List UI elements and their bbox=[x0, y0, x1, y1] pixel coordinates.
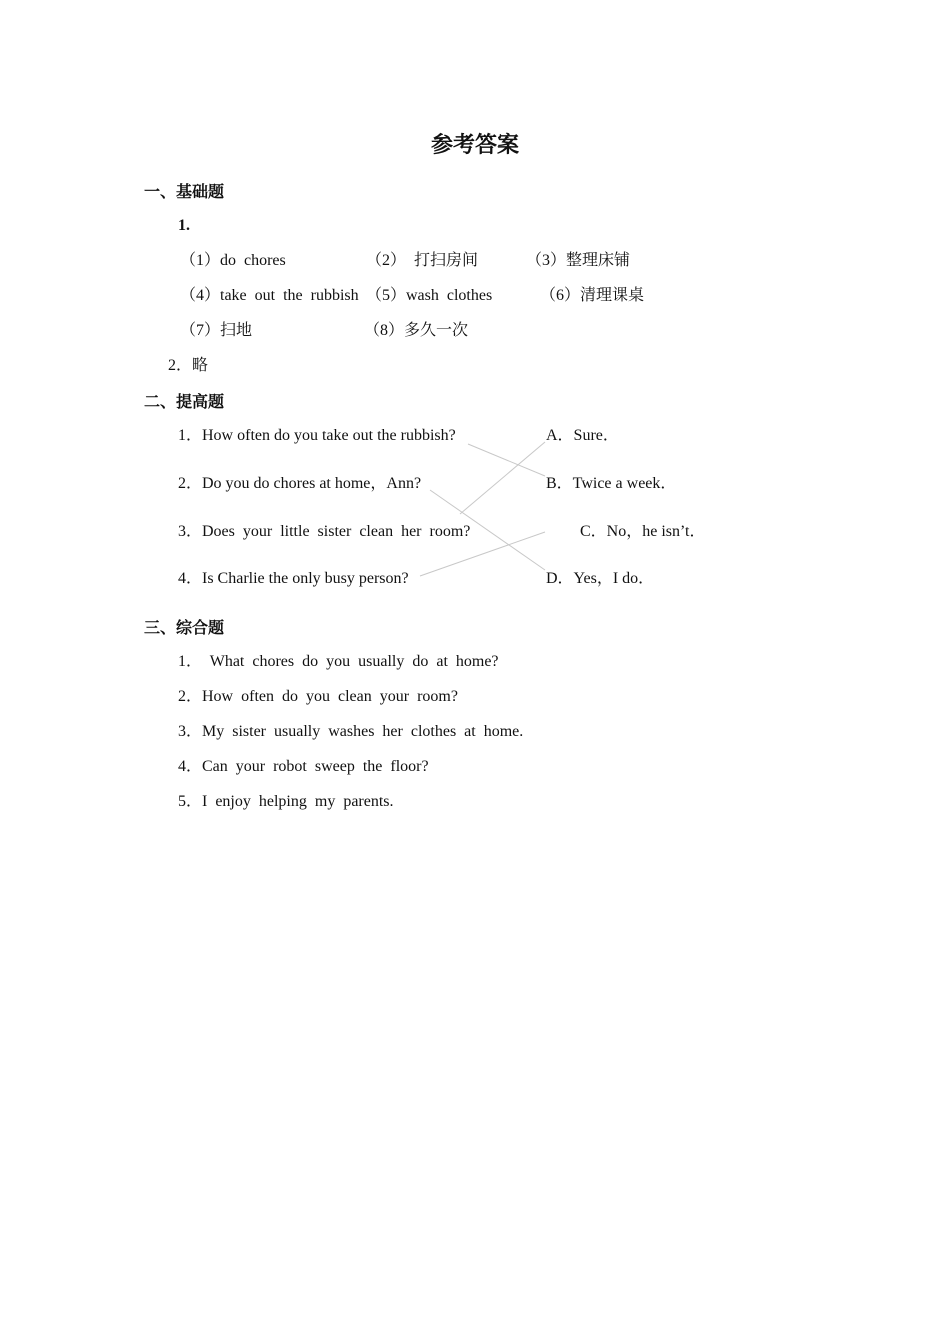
match-line-1-b bbox=[468, 444, 545, 476]
comprehensive-sentence-1: 1． What chores do you usually do at home? bbox=[178, 653, 499, 670]
section-improve-heading: 二、提高题 bbox=[144, 392, 225, 411]
section-comprehensive-heading: 三、综合题 bbox=[144, 618, 225, 637]
match-line-4-c bbox=[420, 532, 545, 576]
basic-item-3: （3）整理床铺 bbox=[526, 252, 631, 269]
improve-answer-a: A．Sure． bbox=[546, 427, 619, 444]
basic-item-4: （4）take out the rubbish bbox=[180, 287, 359, 304]
basic-q1-label: 1. bbox=[178, 217, 190, 234]
comprehensive-sentence-4: 4．Can your robot sweep the floor? bbox=[178, 758, 429, 775]
basic-item-5: （5）wash clothes bbox=[366, 287, 493, 304]
section-basic-heading: 一、基础题 bbox=[144, 182, 225, 201]
improve-answer-c: C．No，he isn’t． bbox=[580, 523, 706, 540]
basic-q2: 2．略 bbox=[168, 357, 209, 374]
comprehensive-sentence-2: 2．How often do you clean your room? bbox=[178, 688, 458, 705]
basic-item-8: （8）多久一次 bbox=[364, 322, 469, 339]
basic-item-1: （1）do chores bbox=[180, 252, 286, 269]
improve-question-3: 3．Does your little sister clean her room? bbox=[178, 523, 471, 540]
basic-item-7: （7）扫地 bbox=[180, 322, 253, 339]
comprehensive-sentence-3: 3．My sister usually washes her clothes at home. bbox=[178, 723, 524, 740]
match-line-3-a bbox=[460, 442, 545, 514]
improve-question-1: 1．How often do you take out the rubbish? bbox=[178, 427, 456, 444]
page-title: 参考答案 bbox=[430, 133, 519, 158]
improve-answer-d: D．Yes，I do． bbox=[546, 570, 655, 587]
comprehensive-sentence-5: 5．I enjoy helping my parents. bbox=[178, 793, 394, 810]
improve-answer-b: B．Twice a week． bbox=[546, 475, 677, 492]
improve-question-4: 4．Is Charlie the only busy person? bbox=[178, 570, 409, 587]
improve-question-2: 2．Do you do chores at home，Ann? bbox=[178, 475, 422, 492]
basic-item-6: （6）清理课桌 bbox=[540, 287, 645, 304]
basic-item-2: （2） 打扫房间 bbox=[366, 252, 479, 269]
match-line-2-d bbox=[430, 490, 545, 570]
